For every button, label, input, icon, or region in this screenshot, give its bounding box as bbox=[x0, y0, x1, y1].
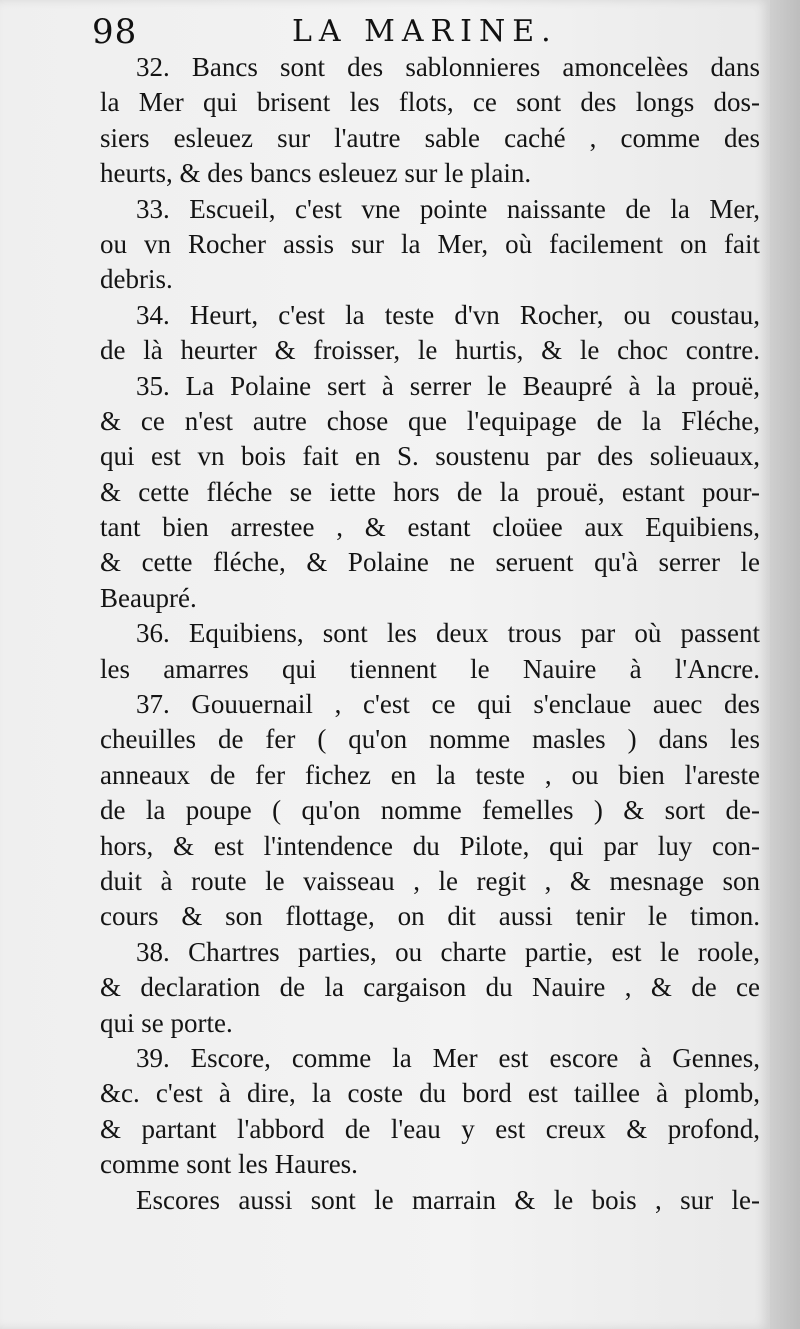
text-line: qui se porte. bbox=[100, 1007, 233, 1038]
running-title: LA MARINE. bbox=[292, 14, 558, 49]
text-line: & cette fléche, & Polaine ne seruent qu'à serrer le bbox=[100, 547, 760, 578]
text-line: heurts, & des bancs esleuez sur le plain. bbox=[100, 158, 532, 189]
text-line: ou vn Rocher assis sur la Mer, où facilement on fait bbox=[100, 228, 760, 259]
text-line: Escores aussi sont le marrain & le bois , sur le- bbox=[136, 1184, 760, 1215]
text-line: les amarres qui tiennent le Nauire à l'Ancre. bbox=[100, 653, 760, 684]
text-line: de là heurter & froisser, le hurtis, & le choc contre. bbox=[100, 335, 760, 366]
text-line: & ce n'est autre chose que l'equipage de la Fléche, bbox=[100, 405, 760, 436]
text-line: & declaration de la cargaison du Nauire , & de ce bbox=[100, 972, 760, 1003]
text-line: 34. Heurt, c'est la teste d'vn Rocher, ou coustau, bbox=[136, 299, 760, 330]
text-line: 32. Bancs sont des sablonnieres amoncelèes dans bbox=[136, 52, 760, 82]
book-gutter bbox=[770, 0, 800, 1329]
text-line: 36. Equibiens, sont les deux trous par où passent bbox=[136, 618, 760, 649]
text-line: 35. La Polaine sert à serrer le Beaupré à la prouë, bbox=[136, 370, 760, 401]
text-line: cours & son flottage, on dit aussi tenir le timon. bbox=[100, 901, 760, 932]
text-line: &c. c'est à dire, la coste du bord est taillee à plomb, bbox=[100, 1078, 760, 1109]
text-line: cheuilles de fer ( qu'on nomme masles ) dans les bbox=[100, 724, 760, 755]
text-line: hors, & est l'intendence du Pilote, qui par luy con- bbox=[100, 830, 760, 861]
text-line: tant bien arrestee , & estant cloüee aux Equibiens, bbox=[100, 512, 760, 543]
page-number: 98 bbox=[92, 12, 138, 52]
text-line: la Mer qui brisent les flots, ce sont des longs dos- bbox=[100, 87, 760, 118]
text-line: & cette fléche se iette hors de la prouë, estant pour- bbox=[100, 476, 760, 507]
text-line: 38. Chartres parties, ou charte partie, est le roole, bbox=[136, 936, 760, 967]
text-line: 39. Escore, comme la Mer est escore à Gennes, bbox=[136, 1042, 760, 1073]
text-line: qui est vn bois fait en S. soustenu par des solieuaux, bbox=[100, 441, 760, 472]
text-line: anneaux de fer fichez en la teste , ou bien l'areste bbox=[100, 759, 760, 790]
text-line: 37. Gouuernail , c'est ce qui s'enclaue auec des bbox=[136, 689, 760, 720]
text-line: de la poupe ( qu'on nomme femelles ) & sort de- bbox=[100, 795, 760, 826]
body-text bbox=[100, 50, 760, 1218]
text-line: Beaupré. bbox=[100, 582, 197, 613]
text-line: debris. bbox=[100, 264, 173, 295]
text-line: & partant l'abbord de l'eau y est creux & profond, bbox=[100, 1113, 760, 1144]
text-line: 33. Escueil, c'est vne pointe naissante de la Mer, bbox=[136, 193, 760, 224]
text-line: duit à route le vaisseau , le regit , & mesnage son bbox=[100, 865, 760, 896]
page-header bbox=[92, 12, 762, 52]
text-line: siers esleuez sur l'autre sable caché , comme des bbox=[100, 122, 760, 153]
text-line: comme sont les Haures. bbox=[100, 1149, 358, 1180]
